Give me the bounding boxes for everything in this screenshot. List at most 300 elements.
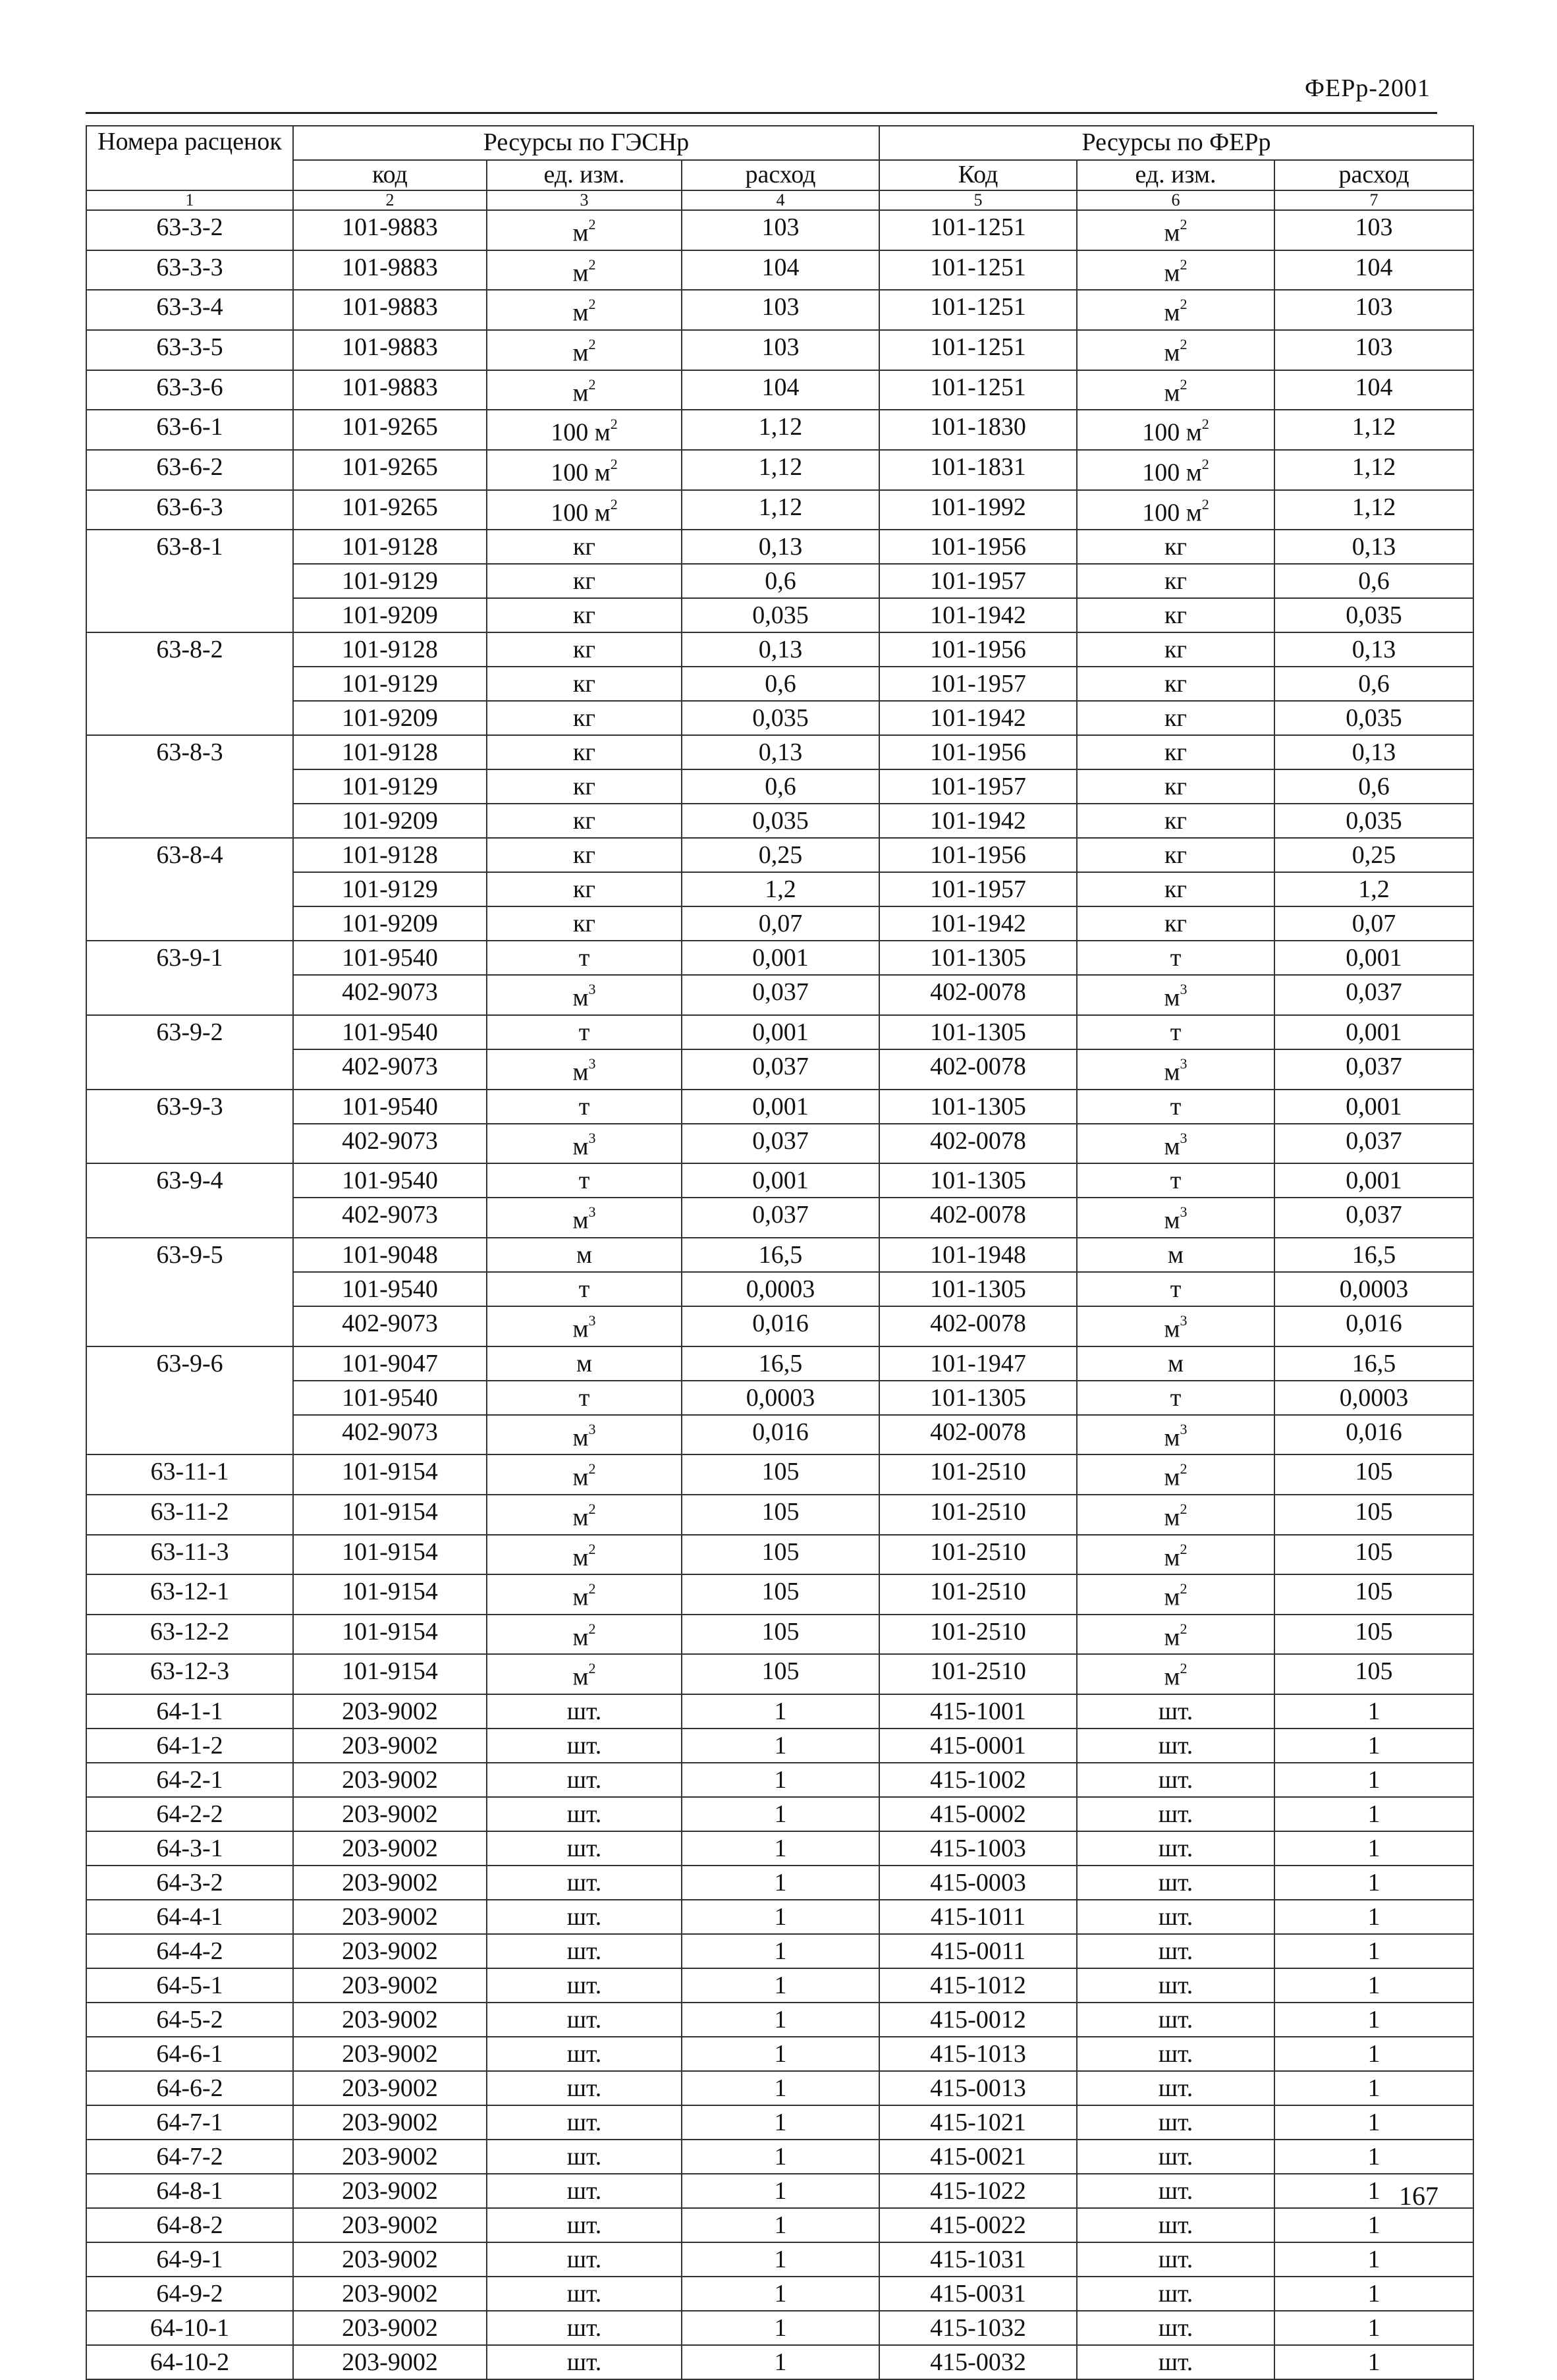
- fer-unit-cell-exponent: 2: [1180, 1580, 1188, 1597]
- gesn-code-cell: 203-9002: [293, 1934, 487, 1968]
- fer-unit-cell: [1077, 290, 1274, 330]
- gesn-code-cell: 203-9002: [293, 2345, 487, 2379]
- fer-amount-cell: 105: [1274, 1495, 1473, 1535]
- fer-unit-cell-text: м: [1164, 298, 1180, 327]
- fer-amount-cell: 1: [1274, 1968, 1473, 2003]
- fer-unit-cell-text: кг: [1164, 567, 1188, 595]
- gesn-unit-cell: [487, 838, 682, 872]
- rate-number-cell: 64-6-1: [86, 2037, 293, 2071]
- gesn-amount-cell: 1,12: [682, 490, 879, 530]
- gesn-unit-cell: [487, 769, 682, 804]
- fer-unit-cell-exponent: 2: [1180, 1540, 1188, 1557]
- gesn-amount-cell: 0,6: [682, 769, 879, 804]
- fer-unit-cell: [1077, 564, 1274, 598]
- fer-unit-cell: [1077, 490, 1274, 530]
- fer-amount-cell: 1: [1274, 2311, 1473, 2345]
- gesn-unit-cell: [487, 735, 682, 769]
- fer-code-cell: 402-0078: [879, 1124, 1077, 1164]
- gesn-amount-cell: 16,5: [682, 1238, 879, 1272]
- gesn-amount-cell: 1,12: [682, 450, 879, 490]
- gesn-unit-cell-text: кг: [572, 773, 596, 801]
- table-row: [86, 769, 1473, 804]
- fer-unit-cell: [1077, 1198, 1274, 1238]
- table-row: [86, 941, 1473, 975]
- gesn-unit-cell-text: шт.: [566, 2348, 602, 2377]
- fer-unit-cell-text: шт.: [1158, 2040, 1193, 2068]
- fer-unit-cell: [1077, 250, 1274, 291]
- table-row: [86, 564, 1473, 598]
- gesn-code-cell: 203-9002: [293, 1797, 487, 1831]
- fer-unit-cell-text: м: [1164, 1543, 1180, 1572]
- gesn-unit-cell: [487, 2242, 682, 2277]
- fer-unit-cell: [1077, 1900, 1274, 1934]
- table-row: [86, 1163, 1473, 1198]
- gesn-unit-cell-text: м: [572, 379, 589, 407]
- gesn-code-cell: 203-9002: [293, 2071, 487, 2105]
- rate-number-cell: 63-9-4: [86, 1163, 293, 1238]
- fer-unit-cell: [1077, 872, 1274, 906]
- fer-code-cell: 101-1956: [879, 838, 1077, 872]
- fer-unit-cell: [1077, 1163, 1274, 1198]
- gesn-amount-cell: 0,037: [682, 975, 879, 1015]
- gesn-code-cell: 101-9540: [293, 1381, 487, 1415]
- fer-unit-cell: [1077, 1306, 1274, 1346]
- fer-code-cell: 415-1001: [879, 1694, 1077, 1729]
- fer-unit-cell-text: м: [1164, 1206, 1180, 1234]
- gesn-unit-cell-text: м: [572, 1132, 589, 1161]
- fer-code-cell: 101-1831: [879, 450, 1077, 490]
- gesn-unit-cell-exponent: 2: [588, 256, 596, 273]
- gesn-unit-cell: [487, 1049, 682, 1090]
- rate-number-cell: 63-3-5: [86, 330, 293, 370]
- gesn-unit-cell-exponent: 2: [610, 416, 618, 433]
- fer-unit-cell-text: шт.: [1158, 1800, 1193, 1829]
- header-code: код: [293, 160, 487, 190]
- fer-code-cell: 415-1021: [879, 2105, 1077, 2140]
- gesn-code-cell: 101-9540: [293, 1015, 487, 1049]
- gesn-unit-cell-exponent: 2: [588, 1460, 596, 1478]
- gesn-unit-cell-text: шт.: [566, 1869, 602, 1897]
- fer-unit-cell-text: шт.: [1158, 2006, 1193, 2034]
- fer-unit-cell-text: кг: [1164, 738, 1188, 767]
- fer-amount-cell: 0,037: [1274, 1198, 1473, 1238]
- gesn-code-cell: 101-9883: [293, 250, 487, 291]
- fer-amount-cell: 1: [1274, 1729, 1473, 1763]
- fer-unit-cell-text: кг: [1164, 841, 1188, 870]
- table-row: [86, 1934, 1473, 1968]
- fer-unit-cell: [1077, 1615, 1274, 1655]
- gesn-unit-cell-text: шт.: [566, 1800, 602, 1829]
- fer-unit-cell-text: т: [1170, 1167, 1182, 1195]
- table-body: [86, 210, 1473, 2379]
- fer-amount-cell: 0,6: [1274, 564, 1473, 598]
- gesn-code-cell: 101-9265: [293, 450, 487, 490]
- gesn-unit-cell-exponent: 3: [588, 1204, 596, 1221]
- fer-unit-cell-text: кг: [1164, 807, 1188, 835]
- rate-number-cell: 63-6-1: [86, 410, 293, 450]
- gesn-code-cell: 101-9209: [293, 598, 487, 632]
- fer-code-cell: 101-1957: [879, 564, 1077, 598]
- fer-amount-cell: 0,6: [1274, 769, 1473, 804]
- table-row: [86, 490, 1473, 530]
- rate-number-cell: 64-10-2: [86, 2345, 293, 2379]
- fer-code-cell: 101-1947: [879, 1346, 1077, 1381]
- table-row: [86, 1495, 1473, 1535]
- fer-code-cell: 415-0032: [879, 2345, 1077, 2379]
- gesn-code-cell: 203-9002: [293, 2105, 487, 2140]
- fer-unit-cell-text: т: [1170, 1275, 1182, 1303]
- table-row: [86, 2311, 1473, 2345]
- gesn-code-cell: 101-9128: [293, 632, 487, 667]
- fer-amount-cell: 1: [1274, 2105, 1473, 2140]
- gesn-unit-cell: [487, 530, 682, 564]
- gesn-unit-cell: [487, 2003, 682, 2037]
- gesn-unit-cell-text: м: [572, 1315, 589, 1343]
- fer-code-cell: 415-1003: [879, 1831, 1077, 1866]
- fer-amount-cell: 0,0003: [1274, 1272, 1473, 1306]
- gesn-unit-cell-text: шт.: [566, 2314, 602, 2342]
- fer-unit-cell-text: м: [1164, 1315, 1180, 1343]
- gesn-amount-cell: 0,016: [682, 1415, 879, 1455]
- gesn-unit-cell: [487, 2037, 682, 2071]
- gesn-amount-cell: 1: [682, 1694, 879, 1729]
- gesn-amount-cell: 103: [682, 210, 879, 250]
- gesn-unit-cell: [487, 450, 682, 490]
- gesn-unit-cell-text: кг: [572, 910, 596, 938]
- gesn-amount-cell: 0,0003: [682, 1381, 879, 1415]
- page-header: [86, 74, 1437, 114]
- fer-code-cell: 402-0078: [879, 1198, 1077, 1238]
- gesn-amount-cell: 0,13: [682, 632, 879, 667]
- fer-code-cell: 101-1957: [879, 667, 1077, 701]
- fer-unit-cell-exponent: 3: [1180, 1055, 1188, 1072]
- gesn-code-cell: 203-9002: [293, 1968, 487, 2003]
- gesn-unit-cell: [487, 906, 682, 941]
- gesn-unit-cell-text: кг: [572, 533, 596, 561]
- gesn-amount-cell: 1: [682, 2208, 879, 2242]
- gesn-unit-cell: [487, 210, 682, 250]
- gesn-unit-cell-text: т: [578, 1275, 590, 1303]
- table-row: [86, 1049, 1473, 1090]
- gesn-unit-cell-exponent: 3: [588, 981, 596, 998]
- fer-unit-cell-text: м: [1164, 1663, 1180, 1692]
- fer-unit-cell: [1077, 1968, 1274, 2003]
- fer-unit-cell: [1077, 530, 1274, 564]
- gesn-unit-cell-text: м: [572, 1623, 589, 1651]
- fer-amount-cell: 103: [1274, 210, 1473, 250]
- rate-number-cell: 63-11-3: [86, 1535, 293, 1575]
- gesn-unit-cell-text: шт.: [566, 1903, 602, 1931]
- gesn-unit-cell-exponent: 2: [588, 1580, 596, 1597]
- gesn-unit-cell-text: кг: [572, 875, 596, 904]
- fer-amount-cell: 1,12: [1274, 410, 1473, 450]
- fer-amount-cell: 1: [1274, 1831, 1473, 1866]
- gesn-unit-cell-text: 100 м: [551, 499, 611, 527]
- fer-code-cell: 402-0078: [879, 1306, 1077, 1346]
- fer-code-cell: 101-1305: [879, 1163, 1077, 1198]
- rate-number-cell: 63-9-2: [86, 1015, 293, 1090]
- gesn-amount-cell: 105: [682, 1535, 879, 1575]
- gesn-code-cell: 101-9129: [293, 769, 487, 804]
- gesn-amount-cell: 0,25: [682, 838, 879, 872]
- fer-unit-cell-text: т: [1170, 1092, 1182, 1121]
- gesn-code-cell: 402-9073: [293, 975, 487, 1015]
- gesn-unit-cell: [487, 330, 682, 370]
- gesn-unit-cell-text: м: [572, 1663, 589, 1692]
- table-row: [86, 1381, 1473, 1415]
- fer-code-cell: 101-1251: [879, 370, 1077, 410]
- table-row: [86, 1797, 1473, 1831]
- fer-unit-cell: [1077, 1797, 1274, 1831]
- gesn-unit-cell-text: шт.: [566, 2109, 602, 2137]
- fer-code-cell: 415-0022: [879, 2208, 1077, 2242]
- fer-unit-cell: [1077, 2071, 1274, 2105]
- gesn-amount-cell: 104: [682, 250, 879, 291]
- header-group-fer: Ресурсы по ФЕРр: [879, 126, 1473, 160]
- rate-number-cell: 63-12-1: [86, 1574, 293, 1615]
- fer-unit-cell-text: шт.: [1158, 2314, 1193, 2342]
- fer-amount-cell: 1: [1274, 1900, 1473, 1934]
- gesn-code-cell: 101-9540: [293, 1272, 487, 1306]
- fer-unit-cell: [1077, 701, 1274, 735]
- fer-unit-cell: [1077, 1415, 1274, 1455]
- gesn-code-cell: 402-9073: [293, 1049, 487, 1090]
- fer-unit-cell: [1077, 735, 1274, 769]
- fer-code-cell: 402-0078: [879, 1415, 1077, 1455]
- gesn-unit-cell: [487, 2277, 682, 2311]
- column-number: 6: [1077, 190, 1274, 210]
- table-row: [86, 598, 1473, 632]
- table-row: [86, 1346, 1473, 1381]
- gesn-amount-cell: 1: [682, 2071, 879, 2105]
- gesn-code-cell: 203-9002: [293, 1729, 487, 1763]
- table-row: [86, 290, 1473, 330]
- gesn-unit-cell: [487, 1535, 682, 1575]
- gesn-unit-cell-exponent: 2: [588, 1500, 596, 1517]
- rate-number-cell: 63-9-3: [86, 1090, 293, 1164]
- rate-number-cell: 64-6-2: [86, 2071, 293, 2105]
- gesn-code-cell: 203-9002: [293, 1763, 487, 1797]
- gesn-amount-cell: 1: [682, 1831, 879, 1866]
- rate-number-cell: 63-9-1: [86, 941, 293, 1015]
- fer-amount-cell: 103: [1274, 330, 1473, 370]
- fer-unit-cell-text: шт.: [1158, 1937, 1193, 1966]
- rate-number-cell: 63-6-3: [86, 490, 293, 530]
- fer-code-cell: 101-2510: [879, 1615, 1077, 1655]
- gesn-unit-cell: [487, 632, 682, 667]
- gesn-code-cell: 203-9002: [293, 2208, 487, 2242]
- fer-unit-cell-text: шт.: [1158, 2074, 1193, 2103]
- gesn-unit-cell: [487, 370, 682, 410]
- table-row: [86, 370, 1473, 410]
- table-row: [86, 1306, 1473, 1346]
- gesn-unit-cell: [487, 2071, 682, 2105]
- gesn-code-cell: 402-9073: [293, 1415, 487, 1455]
- gesn-amount-cell: 1: [682, 2277, 879, 2311]
- table-row: [86, 735, 1473, 769]
- fer-unit-cell: [1077, 2345, 1274, 2379]
- table-row: [86, 838, 1473, 872]
- fer-unit-cell-exponent: 3: [1180, 1312, 1188, 1329]
- fer-unit-cell: [1077, 1574, 1274, 1615]
- fer-code-cell: 415-0013: [879, 2071, 1077, 2105]
- gesn-amount-cell: 1: [682, 2345, 879, 2379]
- gesn-unit-cell-text: шт.: [566, 2211, 602, 2240]
- table-row: [86, 701, 1473, 735]
- fer-unit-cell-text: м: [1164, 219, 1180, 247]
- gesn-code-cell: 203-9002: [293, 2140, 487, 2174]
- gesn-amount-cell: 1: [682, 2174, 879, 2208]
- gesn-unit-cell-text: шт.: [566, 2040, 602, 2068]
- rate-number-cell: 63-8-3: [86, 735, 293, 838]
- gesn-unit-cell: [487, 2208, 682, 2242]
- gesn-unit-cell-text: м: [572, 1543, 589, 1572]
- fer-code-cell: 101-2510: [879, 1495, 1077, 1535]
- gesn-unit-cell-text: м: [572, 1058, 589, 1086]
- fer-amount-cell: 1: [1274, 1866, 1473, 1900]
- fer-code-cell: 101-1305: [879, 1381, 1077, 1415]
- gesn-unit-cell-text: м: [576, 1240, 593, 1269]
- gesn-unit-cell: [487, 1381, 682, 1415]
- fer-unit-cell: [1077, 330, 1274, 370]
- rate-number-cell: 63-3-3: [86, 250, 293, 291]
- gesn-code-cell: 101-9128: [293, 838, 487, 872]
- fer-unit-cell-exponent: 2: [1201, 495, 1209, 512]
- gesn-code-cell: 101-9129: [293, 872, 487, 906]
- fer-code-cell: 101-2510: [879, 1454, 1077, 1495]
- fer-amount-cell: 1: [1274, 1694, 1473, 1729]
- gesn-unit-cell-exponent: 2: [588, 375, 596, 393]
- table-row: [86, 632, 1473, 667]
- gesn-unit-cell-text: шт.: [566, 2280, 602, 2308]
- gesn-code-cell: 101-9129: [293, 667, 487, 701]
- gesn-unit-cell-exponent: 3: [588, 1420, 596, 1437]
- table-row: [86, 2071, 1473, 2105]
- gesn-amount-cell: 1: [682, 2003, 879, 2037]
- fer-amount-cell: 0,001: [1274, 1090, 1473, 1124]
- gesn-unit-cell: [487, 2345, 682, 2379]
- gesn-unit-cell: [487, 1654, 682, 1694]
- gesn-code-cell: 101-9540: [293, 941, 487, 975]
- gesn-code-cell: 101-9883: [293, 370, 487, 410]
- fer-unit-cell-text: кг: [1164, 636, 1188, 664]
- gesn-unit-cell-exponent: 2: [588, 1540, 596, 1557]
- rate-number-cell: 64-8-2: [86, 2208, 293, 2242]
- gesn-amount-cell: 0,037: [682, 1124, 879, 1164]
- fer-code-cell: 101-1251: [879, 210, 1077, 250]
- fer-unit-cell-text: шт.: [1158, 2280, 1193, 2308]
- column-number: 3: [487, 190, 682, 210]
- fer-amount-cell: 0,0003: [1274, 1381, 1473, 1415]
- header-unit: ед. изм.: [487, 160, 682, 190]
- table-row: [86, 1238, 1473, 1272]
- fer-unit-cell: [1077, 2037, 1274, 2071]
- gesn-unit-cell-text: м: [572, 219, 589, 247]
- fer-code-cell: 101-1305: [879, 1090, 1077, 1124]
- fer-amount-cell: 0,07: [1274, 906, 1473, 941]
- fer-code-cell: 415-1013: [879, 2037, 1077, 2071]
- fer-amount-cell: 0,13: [1274, 530, 1473, 564]
- gesn-unit-cell: [487, 1831, 682, 1866]
- gesn-unit-cell: [487, 667, 682, 701]
- gesn-unit-cell-text: шт.: [566, 1835, 602, 1863]
- fer-amount-cell: 104: [1274, 370, 1473, 410]
- fer-amount-cell: 1,2: [1274, 872, 1473, 906]
- gesn-unit-cell-text: м: [572, 339, 589, 367]
- fer-amount-cell: 1: [1274, 2140, 1473, 2174]
- gesn-unit-cell: [487, 804, 682, 838]
- gesn-unit-cell-text: шт.: [566, 2246, 602, 2274]
- fer-unit-cell: [1077, 1015, 1274, 1049]
- gesn-unit-cell: [487, 701, 682, 735]
- gesn-unit-cell: [487, 1763, 682, 1797]
- fer-unit-cell-text: шт.: [1158, 2211, 1193, 2240]
- fer-unit-cell: [1077, 2174, 1274, 2208]
- table-row: [86, 872, 1473, 906]
- gesn-unit-cell: [487, 1272, 682, 1306]
- gesn-unit-cell-text: кг: [572, 807, 596, 835]
- gesn-amount-cell: 1: [682, 1763, 879, 1797]
- fer-code-cell: 101-1830: [879, 410, 1077, 450]
- fer-unit-cell-text: м: [1164, 1583, 1180, 1611]
- gesn-amount-cell: 0,001: [682, 1163, 879, 1198]
- fer-amount-cell: 0,001: [1274, 1015, 1473, 1049]
- table-row: [86, 530, 1473, 564]
- fer-unit-cell: [1077, 1654, 1274, 1694]
- fer-unit-cell-text: шт.: [1158, 1835, 1193, 1863]
- gesn-unit-cell: [487, 2105, 682, 2140]
- fer-unit-cell-text: м: [1164, 339, 1180, 367]
- gesn-amount-cell: 0,13: [682, 735, 879, 769]
- fer-code-cell: 101-1956: [879, 632, 1077, 667]
- gesn-unit-cell: [487, 1694, 682, 1729]
- gesn-unit-cell: [487, 410, 682, 450]
- gesn-code-cell: 402-9073: [293, 1124, 487, 1164]
- fer-unit-cell-exponent: 2: [1180, 1660, 1188, 1677]
- gesn-unit-cell-text: т: [578, 944, 590, 972]
- table-row: [86, 1415, 1473, 1455]
- fer-code-cell: 415-1012: [879, 1968, 1077, 2003]
- gesn-unit-cell: [487, 941, 682, 975]
- column-number: 7: [1274, 190, 1473, 210]
- gesn-unit-cell-text: шт.: [566, 1937, 602, 1966]
- fer-unit-cell: [1077, 1454, 1274, 1495]
- gesn-unit-cell-text: шт.: [566, 2006, 602, 2034]
- table-row: [86, 1615, 1473, 1655]
- gesn-amount-cell: 0,016: [682, 1306, 879, 1346]
- gesn-code-cell: 101-9883: [293, 210, 487, 250]
- column-number: 5: [879, 190, 1077, 210]
- gesn-amount-cell: 105: [682, 1574, 879, 1615]
- gesn-unit-cell: [487, 872, 682, 906]
- gesn-code-cell: 203-9002: [293, 2277, 487, 2311]
- column-number: 1: [86, 190, 293, 210]
- fer-unit-cell-text: шт.: [1158, 2246, 1193, 2274]
- fer-amount-cell: 1,12: [1274, 450, 1473, 490]
- rate-number-cell: 64-10-1: [86, 2311, 293, 2345]
- gesn-unit-cell-exponent: 2: [588, 1660, 596, 1677]
- fer-unit-cell-text: м: [1167, 1349, 1184, 1377]
- gesn-unit-cell-exponent: 2: [588, 296, 596, 313]
- table-row: [86, 1090, 1473, 1124]
- gesn-unit-cell-exponent: 3: [588, 1312, 596, 1329]
- gesn-code-cell: 101-9540: [293, 1090, 487, 1124]
- fer-code-cell: 402-0078: [879, 975, 1077, 1015]
- fer-unit-cell-text: 100 м: [1142, 418, 1202, 447]
- fer-code-cell: 415-0011: [879, 1934, 1077, 1968]
- table-row: [86, 2345, 1473, 2379]
- gesn-unit-cell: [487, 1415, 682, 1455]
